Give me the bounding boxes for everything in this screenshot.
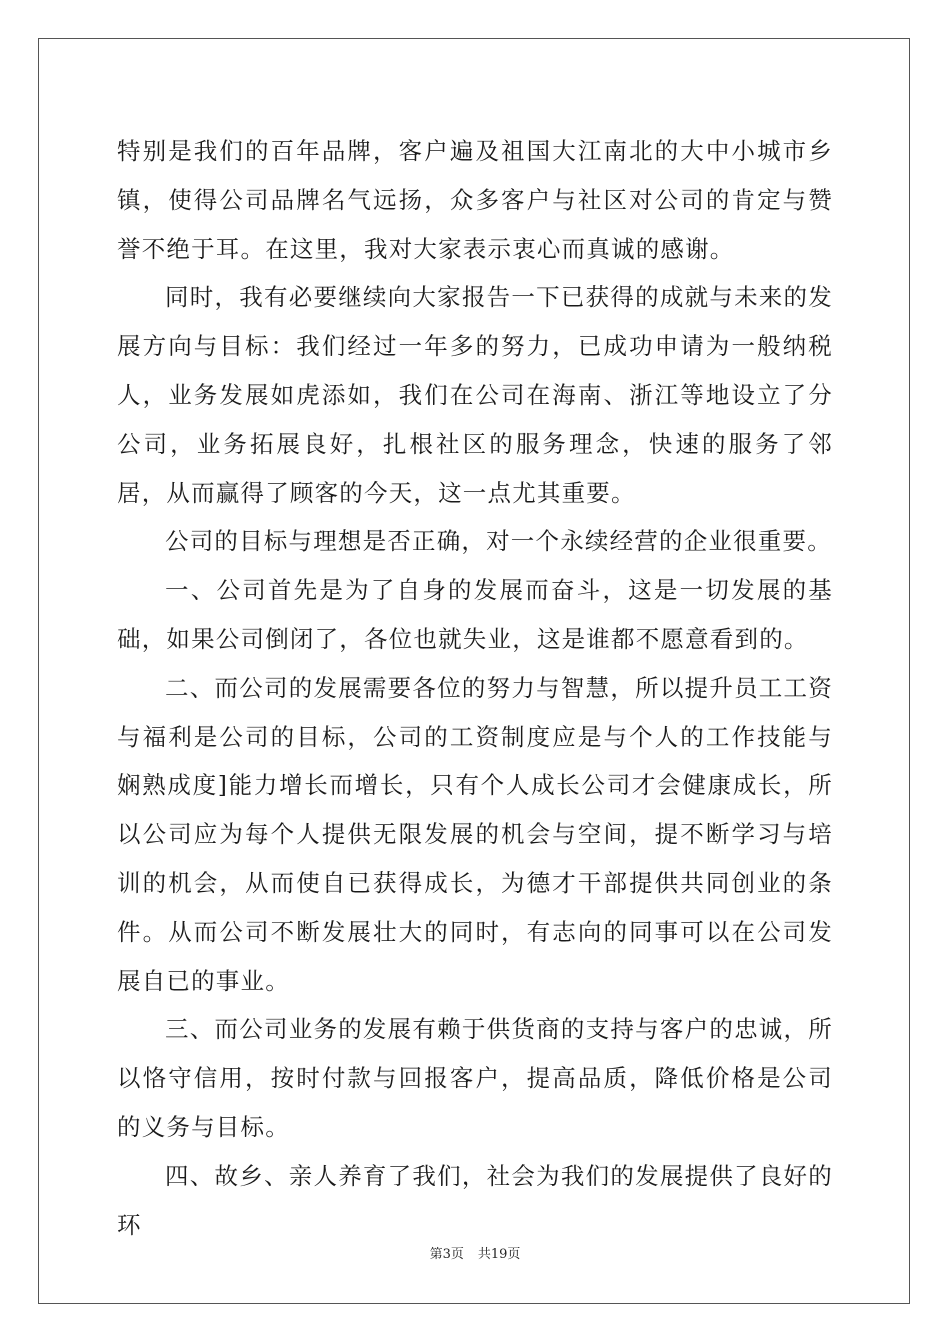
page-number: 第3页 (429, 1247, 464, 1262)
paragraph-6: 三、而公司业务的发展有赖于供货商的支持与客户的忠诚，所以恪守信用，按时付款与回报客户，提高品质，降低价格是公司的义务与目标。 (117, 1015, 833, 1141)
paragraph-4: 一、公司首先是为了自身的发展而奋斗，这是一切发展的基础，如果公司倒闭了，各位也就失业，这是谁都不愿意看到的。 (117, 576, 833, 653)
paragraph-1: 特别是我们的百年品牌，客户遍及祖国大江南北的大中小城市乡镇，使得公司品牌名气远扬，众多客户与社区对公司的肯定与赞誉不绝于耳。在这里，我对大家表示衷心而真诚的感谢。 (117, 137, 833, 263)
paragraph-2: 同时，我有必要继续向大家报告一下已获得的成就与未来的发展方向与目标：我们经过一年多的努力，已成功申请为一般纳税人，业务发展如虎添如，我们在公司在海南、浙江等地设立了分公司，业务拓展良好，扎根社区的服务理念，快速的服务了邻居，从而赢得了顾客的今天，这一点尤其重要。 (117, 283, 833, 507)
page-total: 共19页 (477, 1247, 521, 1262)
page-footer (0, 1246, 950, 1264)
paragraph-3: 公司的目标与理想是否正确，对一个永续经营的企业很重要。 (165, 527, 832, 556)
paragraph-5: 二、而公司的发展需要各位的努力与智慧，所以提升员工工资与福利是公司的目标，公司的工资制度应是与个人的工作技能与娴熟成度]能力增长而增长，只有个人成长公司才会健康成长，所以公司应为每个人提供无限发展的机会与空间，提不断学习与培训的机会，从而使自已获得成长，为德才干部提供共同创业的条件。从而公司不断发展壮大的同时，有志向的同事可以在公司发展自已的事业。 (117, 673, 833, 995)
document-body (117, 127, 833, 1249)
paragraph-7: 四、故乡、亲人养育了我们，社会为我们的发展提供了良好的环 (117, 1161, 833, 1239)
